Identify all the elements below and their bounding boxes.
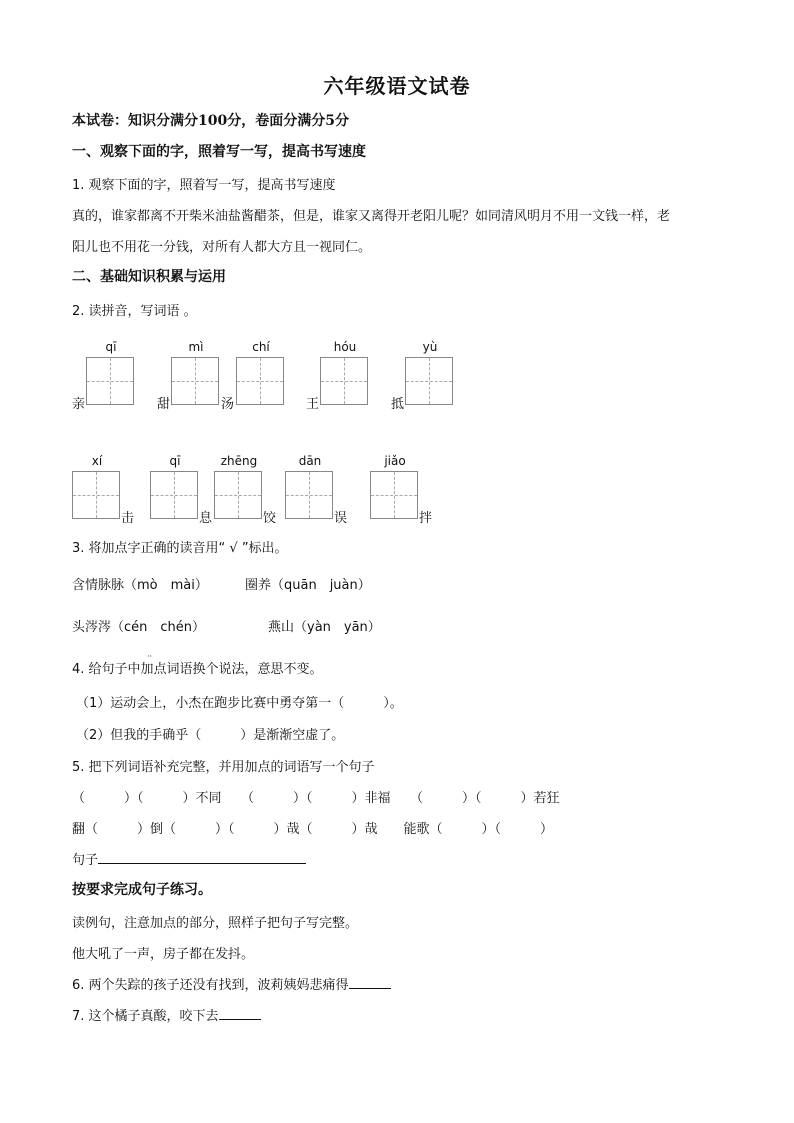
pinyin-label: hóu [333,340,357,354]
question-3: 3. 将加点字正确的读音用“ √ ”标出。 [72,541,288,556]
question-7 [72,1005,261,1024]
section2-heading: 二、基础知识积累与运用 [72,269,226,285]
word-char: 饺 [263,511,277,526]
answer-line[interactable] [349,975,391,989]
writing-box[interactable] [405,357,453,405]
section3-heading: 按要求完成句子练习。 [72,882,212,898]
writing-box[interactable] [150,471,198,519]
pinyin-label: qī [169,454,181,468]
word-char: 误 [334,511,348,526]
writing-box[interactable] [214,471,262,519]
section1-heading: 一、观察下面的字，照着写一写，提高书写速度 [72,144,366,160]
word-char: 亲 [72,397,86,412]
word-char: 息 [199,511,213,526]
writing-box[interactable] [370,471,418,519]
passage-line-2: 阳儿也不用花一分钱，对所有人都大方且一视同仁。 [72,240,372,255]
pinyin-label: yù [422,340,438,354]
emphasis-dots: ·· [147,652,153,661]
page-title: 六年级语文试卷 [323,74,471,98]
question-6 [72,974,391,993]
question-1: 1. 观察下面的字，照着写一写，提高书写速度 [72,178,336,193]
idiom-line-2: 翻（ ）倒（ ）（ ）哉（ ）哉 能歌（ ）（ ） [72,822,554,837]
writing-box[interactable] [72,471,120,519]
passage-line-1: 真的，谁家都离不开柴米油盐酱醋茶，但是，谁家又离得开老阳儿呢？如同清风明月不用一文钱一样，老 [72,209,671,224]
reading-item: 燕山（yàn yān） [268,620,381,635]
pinyin-label: mì [188,340,204,354]
idiom-line-1: （ ）（ ）不同 （ ）（ ）非福 （ ）（ ）若狂 [72,791,560,806]
answer-line[interactable] [219,1006,261,1020]
writing-box[interactable] [86,357,134,405]
word-char: 拌 [419,511,433,526]
pinyin-label: xí [91,454,103,468]
word-char: 王 [306,397,320,412]
writing-box[interactable] [236,357,284,405]
pinyin-label: zhēng [220,454,258,468]
writing-box[interactable] [320,357,368,405]
writing-box[interactable] [285,471,333,519]
question-4: 4. 给句子中加点词语换个说法，意思不变。 [72,662,323,677]
sentence-answer [72,849,306,868]
word-char: 击 [121,511,135,526]
score-note: 本试卷：知识分满分100分，卷面分满分5分 [72,113,349,129]
question-2: 2. 读拼音，写词语 。 [72,304,197,319]
writing-box[interactable] [171,357,219,405]
reading-item: 含情脉脉（mò mài） [72,578,208,593]
q4-sentence-1: （1）运动会上，小杰在跑步比赛中勇夺第一（ ）。 [76,696,403,711]
word-char: 抵 [391,397,405,412]
question-7-text: 7. 这个橘子真酸，咬下去 [72,1009,219,1024]
word-char: 甜 [157,397,171,412]
q4-sentence-2: （2）但我的手确乎（ ）是渐渐空虚了。 [76,728,345,743]
instruction: 读例句，注意加点的部分，照样子把句子写完整。 [72,916,359,931]
word-char: 汤 [221,397,235,412]
example-sentence: 他大吼了一声，房子都在发抖。 [72,947,255,962]
reading-item: 头涔涔（cén chén） [72,620,206,635]
pinyin-label: dān [298,454,322,468]
sentence-label: 句子 [72,853,99,868]
answer-line[interactable] [98,850,306,864]
question-6-text: 6. 两个失踪的孩子还没有找到，波莉姨妈悲痛得 [72,978,349,993]
pinyin-label: qī [105,340,117,354]
question-5: 5. 把下列词语补充完整，并用加点的词语写一个句子 [72,760,375,775]
pinyin-label: jiǎo [384,454,406,468]
reading-item: 圈养（quān juàn） [245,578,371,593]
pinyin-label: chí [252,340,270,354]
